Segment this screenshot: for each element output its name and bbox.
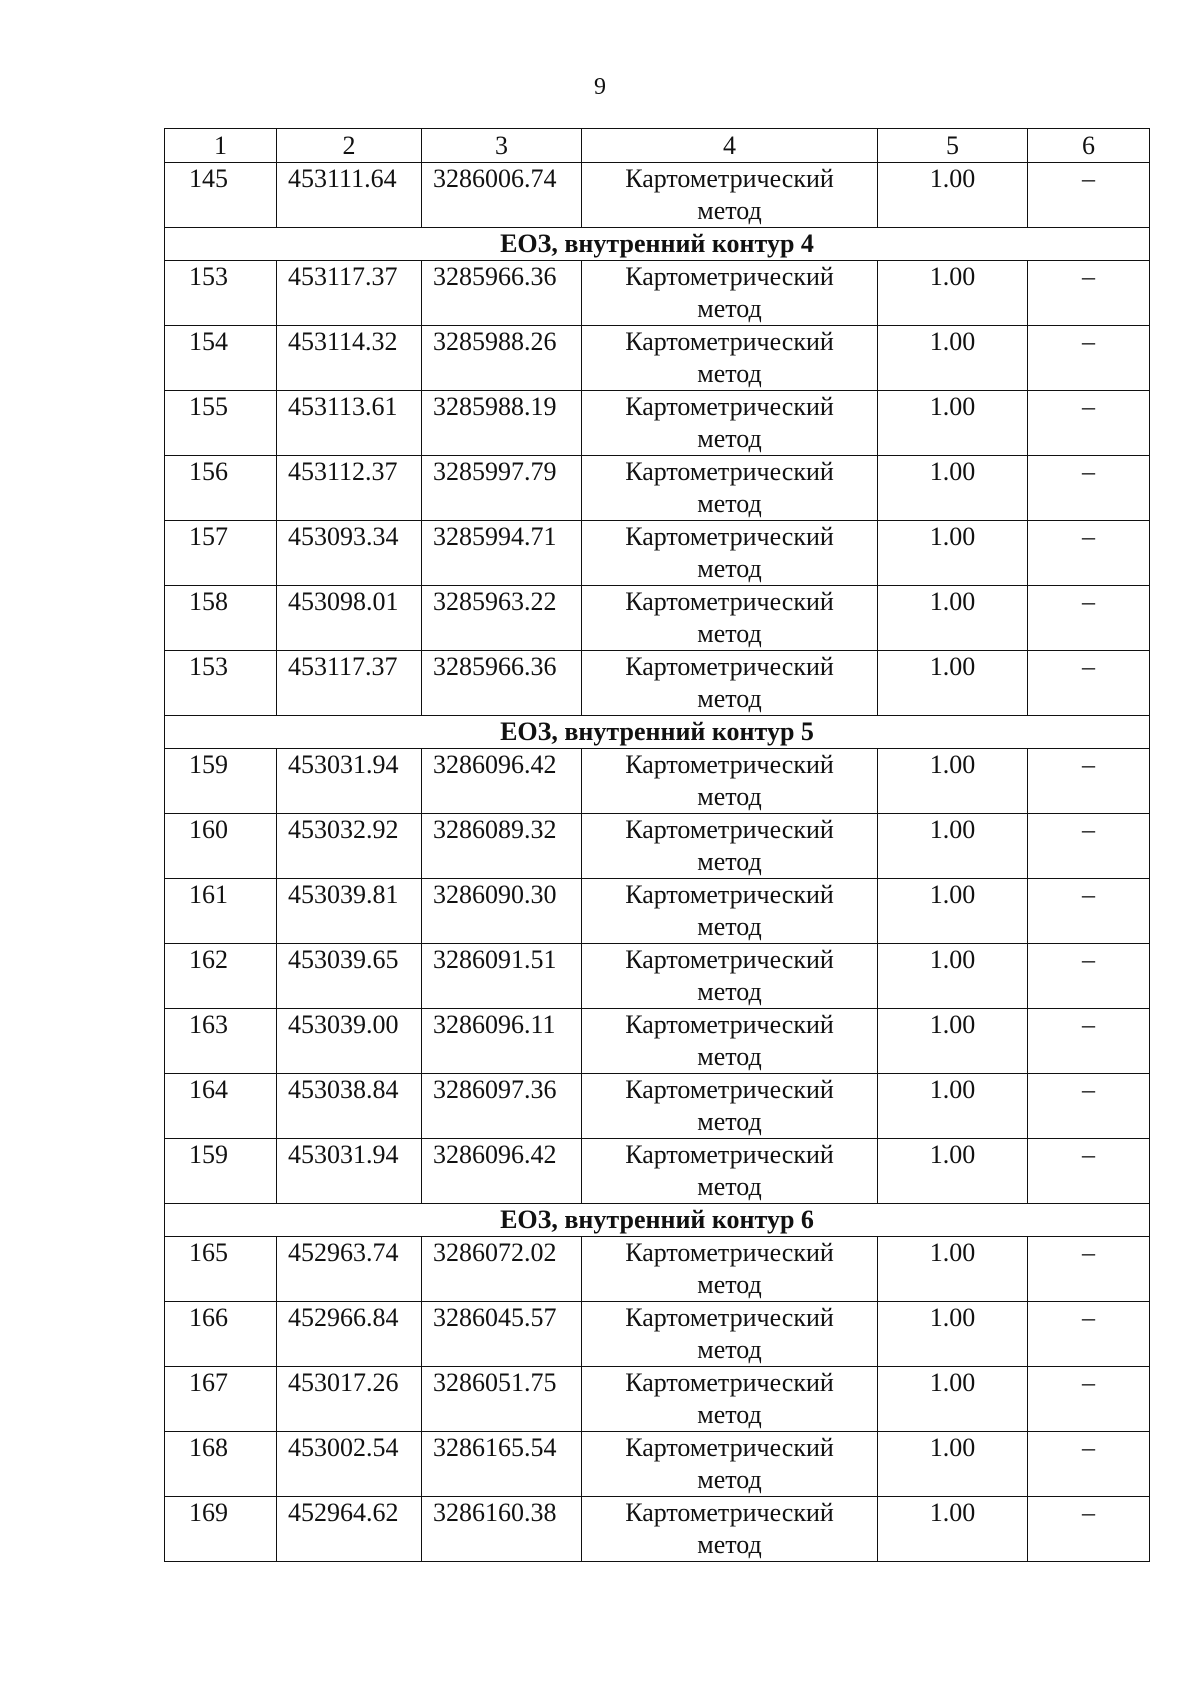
method-text: Картометрический — [625, 392, 834, 421]
y-coordinate-cell: 3286045.57 — [422, 1302, 582, 1367]
method-text: Картометрический — [625, 1303, 834, 1332]
method-text: метод — [697, 1465, 762, 1494]
table-row — [165, 456, 1150, 521]
table-row — [165, 261, 1150, 326]
method-cell — [582, 1367, 878, 1432]
method-text: метод — [697, 912, 762, 941]
header-cell: 1 — [165, 129, 277, 163]
method-text: метод — [697, 489, 762, 518]
method-text: метод — [697, 1042, 762, 1071]
section-heading-row — [165, 716, 1150, 749]
method-text: метод — [697, 196, 762, 225]
error-cell: 1.00 — [878, 1302, 1028, 1367]
y-coordinate-cell: 3286165.54 — [422, 1432, 582, 1497]
section-heading: ЕОЗ, внутренний контур 5 — [165, 716, 1150, 749]
y-coordinate-cell: 3286051.75 — [422, 1367, 582, 1432]
method-text: метод — [697, 619, 762, 648]
point-number-cell: 155 — [165, 391, 277, 456]
method-text: Картометрический — [625, 880, 834, 909]
note-cell: – — [1028, 1302, 1150, 1367]
note-cell: – — [1028, 879, 1150, 944]
x-coordinate-cell: 453113.61 — [277, 391, 422, 456]
page-number: 9 — [594, 74, 606, 100]
method-text: Картометрический — [625, 1498, 834, 1527]
method-cell — [582, 261, 878, 326]
section-heading-row — [165, 1204, 1150, 1237]
error-cell: 1.00 — [878, 521, 1028, 586]
error-cell: 1.00 — [878, 1074, 1028, 1139]
x-coordinate-cell: 452966.84 — [277, 1302, 422, 1367]
table-row — [165, 944, 1150, 1009]
error-cell: 1.00 — [878, 456, 1028, 521]
note-cell: – — [1028, 1009, 1150, 1074]
table-row — [165, 1237, 1150, 1302]
table-row — [165, 391, 1150, 456]
error-cell: 1.00 — [878, 163, 1028, 228]
error-cell: 1.00 — [878, 749, 1028, 814]
note-cell: – — [1028, 1432, 1150, 1497]
x-coordinate-cell: 453002.54 — [277, 1432, 422, 1497]
note-cell: – — [1028, 749, 1150, 814]
point-number-cell: 163 — [165, 1009, 277, 1074]
y-coordinate-cell: 3286096.42 — [422, 1139, 582, 1204]
method-cell — [582, 1302, 878, 1367]
note-cell: – — [1028, 163, 1150, 228]
table-row — [165, 163, 1150, 228]
header-cell: 2 — [277, 129, 422, 163]
point-number-cell: 168 — [165, 1432, 277, 1497]
method-cell — [582, 586, 878, 651]
method-text: метод — [697, 1172, 762, 1201]
point-number-cell: 158 — [165, 586, 277, 651]
y-coordinate-cell: 3286160.38 — [422, 1497, 582, 1562]
method-cell — [582, 1139, 878, 1204]
error-cell: 1.00 — [878, 1139, 1028, 1204]
method-cell — [582, 163, 878, 228]
point-number-cell: 153 — [165, 651, 277, 716]
method-text: Картометрический — [625, 1238, 834, 1267]
error-cell: 1.00 — [878, 391, 1028, 456]
point-number-cell: 156 — [165, 456, 277, 521]
method-cell — [582, 1237, 878, 1302]
note-cell: – — [1028, 261, 1150, 326]
section-heading: ЕОЗ, внутренний контур 4 — [165, 228, 1150, 261]
y-coordinate-cell: 3286096.42 — [422, 749, 582, 814]
method-text: метод — [697, 1530, 762, 1559]
method-text: метод — [697, 1270, 762, 1299]
table-row — [165, 814, 1150, 879]
point-number-cell: 161 — [165, 879, 277, 944]
method-text: Картометрический — [625, 1010, 834, 1039]
table-row — [165, 1367, 1150, 1432]
y-coordinate-cell: 3285997.79 — [422, 456, 582, 521]
coordinates-table — [164, 128, 1150, 1562]
y-coordinate-cell: 3286089.32 — [422, 814, 582, 879]
error-cell: 1.00 — [878, 944, 1028, 1009]
method-cell — [582, 326, 878, 391]
note-cell: – — [1028, 1074, 1150, 1139]
method-cell — [582, 1432, 878, 1497]
x-coordinate-cell: 453117.37 — [277, 261, 422, 326]
method-cell — [582, 879, 878, 944]
x-coordinate-cell: 453017.26 — [277, 1367, 422, 1432]
error-cell: 1.00 — [878, 1009, 1028, 1074]
table-body — [165, 129, 1150, 1562]
y-coordinate-cell: 3286091.51 — [422, 944, 582, 1009]
method-text: Картометрический — [625, 815, 834, 844]
note-cell: – — [1028, 521, 1150, 586]
note-cell: – — [1028, 586, 1150, 651]
x-coordinate-cell: 453111.64 — [277, 163, 422, 228]
header-cell: 4 — [582, 129, 878, 163]
table-row — [165, 521, 1150, 586]
method-cell — [582, 749, 878, 814]
method-text: Картометрический — [625, 262, 834, 291]
y-coordinate-cell: 3285988.26 — [422, 326, 582, 391]
note-cell: – — [1028, 326, 1150, 391]
method-text: Картометрический — [625, 652, 834, 681]
error-cell: 1.00 — [878, 879, 1028, 944]
method-cell — [582, 944, 878, 1009]
table-row — [165, 1009, 1150, 1074]
x-coordinate-cell: 452964.62 — [277, 1497, 422, 1562]
table-row — [165, 879, 1150, 944]
x-coordinate-cell: 452963.74 — [277, 1237, 422, 1302]
y-coordinate-cell: 3286090.30 — [422, 879, 582, 944]
method-text: метод — [697, 782, 762, 811]
method-text: Картометрический — [625, 457, 834, 486]
x-coordinate-cell: 453039.65 — [277, 944, 422, 1009]
point-number-cell: 160 — [165, 814, 277, 879]
y-coordinate-cell: 3285963.22 — [422, 586, 582, 651]
note-cell: – — [1028, 1497, 1150, 1562]
method-text: Картометрический — [625, 587, 834, 616]
point-number-cell: 164 — [165, 1074, 277, 1139]
method-text: Картометрический — [625, 945, 834, 974]
point-number-cell: 159 — [165, 1139, 277, 1204]
table-row — [165, 586, 1150, 651]
method-text: метод — [697, 294, 762, 323]
method-text: метод — [697, 1107, 762, 1136]
method-cell — [582, 1497, 878, 1562]
method-text: метод — [697, 359, 762, 388]
point-number-cell: 165 — [165, 1237, 277, 1302]
table-row — [165, 1497, 1150, 1562]
point-number-cell: 153 — [165, 261, 277, 326]
y-coordinate-cell: 3286096.11 — [422, 1009, 582, 1074]
method-cell — [582, 814, 878, 879]
y-coordinate-cell: 3285988.19 — [422, 391, 582, 456]
section-heading-row — [165, 228, 1150, 261]
note-cell: – — [1028, 456, 1150, 521]
point-number-cell: 162 — [165, 944, 277, 1009]
point-number-cell: 167 — [165, 1367, 277, 1432]
method-text: метод — [697, 1400, 762, 1429]
method-text: Картометрический — [625, 522, 834, 551]
header-cell: 6 — [1028, 129, 1150, 163]
method-cell — [582, 1074, 878, 1139]
method-text: метод — [697, 554, 762, 583]
x-coordinate-cell: 453098.01 — [277, 586, 422, 651]
x-coordinate-cell: 453031.94 — [277, 749, 422, 814]
error-cell: 1.00 — [878, 1432, 1028, 1497]
y-coordinate-cell: 3286097.36 — [422, 1074, 582, 1139]
table-row — [165, 1302, 1150, 1367]
method-text: Картометрический — [625, 327, 834, 356]
x-coordinate-cell: 453039.81 — [277, 879, 422, 944]
y-coordinate-cell: 3285966.36 — [422, 651, 582, 716]
table-row — [165, 1139, 1150, 1204]
method-text: метод — [697, 684, 762, 713]
method-text: Картометрический — [625, 750, 834, 779]
point-number-cell: 145 — [165, 163, 277, 228]
method-text: метод — [697, 1335, 762, 1364]
method-cell — [582, 391, 878, 456]
error-cell: 1.00 — [878, 814, 1028, 879]
method-text: Картометрический — [625, 1140, 834, 1169]
y-coordinate-cell: 3286006.74 — [422, 163, 582, 228]
method-text: Картометрический — [625, 1368, 834, 1397]
note-cell: – — [1028, 1367, 1150, 1432]
error-cell: 1.00 — [878, 1237, 1028, 1302]
x-coordinate-cell: 453038.84 — [277, 1074, 422, 1139]
note-cell: – — [1028, 391, 1150, 456]
x-coordinate-cell: 453032.92 — [277, 814, 422, 879]
method-text: метод — [697, 977, 762, 1006]
x-coordinate-cell: 453112.37 — [277, 456, 422, 521]
method-cell — [582, 456, 878, 521]
note-cell: – — [1028, 1237, 1150, 1302]
error-cell: 1.00 — [878, 326, 1028, 391]
x-coordinate-cell: 453039.00 — [277, 1009, 422, 1074]
y-coordinate-cell: 3285966.36 — [422, 261, 582, 326]
x-coordinate-cell: 453117.37 — [277, 651, 422, 716]
y-coordinate-cell: 3285994.71 — [422, 521, 582, 586]
method-text: метод — [697, 424, 762, 453]
method-cell — [582, 521, 878, 586]
point-number-cell: 157 — [165, 521, 277, 586]
table-row — [165, 1432, 1150, 1497]
error-cell: 1.00 — [878, 1497, 1028, 1562]
section-heading: ЕОЗ, внутренний контур 6 — [165, 1204, 1150, 1237]
method-cell — [582, 1009, 878, 1074]
point-number-cell: 154 — [165, 326, 277, 391]
x-coordinate-cell: 453114.32 — [277, 326, 422, 391]
header-cell: 5 — [878, 129, 1028, 163]
error-cell: 1.00 — [878, 261, 1028, 326]
method-text: Картометрический — [625, 1075, 834, 1104]
x-coordinate-cell: 453093.34 — [277, 521, 422, 586]
note-cell: – — [1028, 814, 1150, 879]
method-cell — [582, 651, 878, 716]
x-coordinate-cell: 453031.94 — [277, 1139, 422, 1204]
y-coordinate-cell: 3286072.02 — [422, 1237, 582, 1302]
header-cell: 3 — [422, 129, 582, 163]
method-text: метод — [697, 847, 762, 876]
note-cell: – — [1028, 651, 1150, 716]
method-text: Картометрический — [625, 1433, 834, 1462]
table-row — [165, 749, 1150, 814]
point-number-cell: 166 — [165, 1302, 277, 1367]
table-row — [165, 1074, 1150, 1139]
column-number-header-row — [165, 129, 1150, 163]
table-row — [165, 326, 1150, 391]
error-cell: 1.00 — [878, 651, 1028, 716]
note-cell: – — [1028, 944, 1150, 1009]
error-cell: 1.00 — [878, 1367, 1028, 1432]
point-number-cell: 159 — [165, 749, 277, 814]
point-number-cell: 169 — [165, 1497, 277, 1562]
method-text: Картометрический — [625, 164, 834, 193]
note-cell: – — [1028, 1139, 1150, 1204]
error-cell: 1.00 — [878, 586, 1028, 651]
table-row — [165, 651, 1150, 716]
